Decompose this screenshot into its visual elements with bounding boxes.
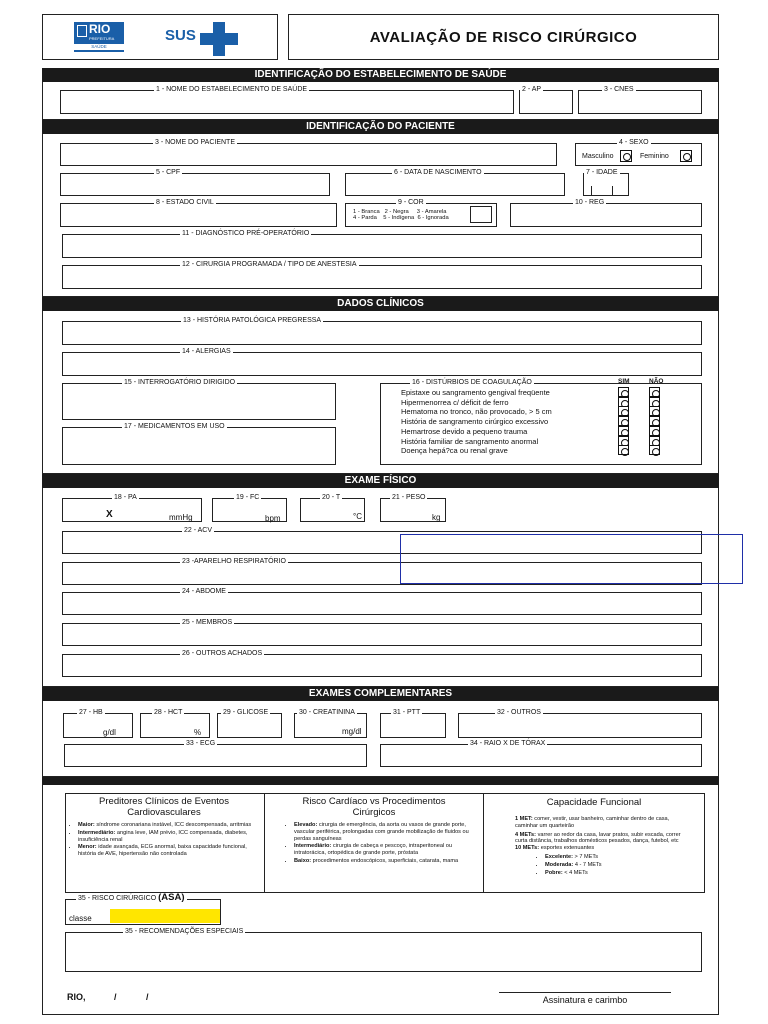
coag-sim-header: SIM <box>618 378 630 385</box>
coag-item-label: Hemartrose devido a pequeno trauma <box>401 426 528 436</box>
coag-item-nao-checkbox[interactable] <box>649 426 660 436</box>
section-paciente: IDENTIFICAÇÃO DO PACIENTE <box>42 120 719 134</box>
coag-item-label: Hematoma no tronco, não provocado, > 5 cm <box>401 407 552 417</box>
hb-unit: g/dl <box>103 728 116 737</box>
abdome-field[interactable] <box>62 592 702 615</box>
signature-line <box>499 992 671 993</box>
cnes-label: 3 - CNES <box>604 86 634 93</box>
peso-unit: kg <box>432 513 441 522</box>
coag-item-nao-checkbox[interactable] <box>649 387 660 397</box>
alergias-field[interactable] <box>62 352 702 376</box>
selection-rectangle[interactable] <box>400 534 743 584</box>
nome-paciente-field[interactable] <box>60 143 557 166</box>
capacidade-funcional-title: Capacidade Funcional <box>546 797 642 808</box>
info-divider-2 <box>483 793 484 893</box>
nome-paciente-label: 3 - NOME DO PACIENTE <box>155 139 235 146</box>
pa-unit: mmHg <box>169 513 193 522</box>
met-10: 10 METs: esportes extenuantes <box>515 845 595 852</box>
coag-item-sim-checkbox[interactable] <box>618 406 629 416</box>
recomendacoes-label: 35 - RECOMENDAÇÕES ESPECIAIS <box>125 928 244 935</box>
sexo-label: 4 - SEXO <box>619 139 649 146</box>
coag-item-label: História familiar de sangramento anormal <box>401 436 539 446</box>
coag-item-nao-checkbox[interactable] <box>649 436 660 446</box>
section-estabelecimento: IDENTIFICAÇÃO DO ESTABELECIMENTO DE SAÚDE <box>42 68 719 82</box>
historia-patologica-label: 13 - HISTÓRIA PATOLÓGICA PREGRESSA <box>183 317 322 324</box>
cnes-field[interactable] <box>578 90 702 114</box>
footer-rio: RIO, <box>67 992 86 1002</box>
diagnostico-field[interactable] <box>62 234 702 258</box>
signature-label: Assinatura e carimbo <box>542 995 628 1005</box>
coag-item-sim-checkbox[interactable] <box>618 445 629 455</box>
risco-cardiaco-title: Risco Cardíaco vs Procedimentos Cirúrgicos <box>302 796 446 818</box>
footer-slash-1: / <box>114 992 117 1002</box>
cpf-field[interactable] <box>60 173 330 196</box>
glicose-label: 29 - GLICOSE <box>223 709 269 716</box>
info-list-item: • Elevado: cirurgia de emergência, da aorta ou vasos de grande porte, vascular periférica, prolongadas com grande mobilização de fluidos ou perdas sanguíneas <box>294 822 480 842</box>
coag-item-label: Epistaxe ou sangramento gengival freqüente <box>401 388 550 397</box>
idade-divider-right <box>612 186 613 195</box>
sus-logo-text: SUS <box>165 27 196 44</box>
rio-logo-text: RIO <box>89 22 111 36</box>
t-unit: °C <box>353 512 362 521</box>
section-info-divider <box>42 777 719 785</box>
rio-logo-icon <box>77 25 87 37</box>
raio-x-label: 34 - RAIO X DE TÓRAX <box>470 740 546 747</box>
creatinina-label: 30 - CREATININA <box>299 709 355 716</box>
rio-logo <box>74 22 124 52</box>
rio-logo-sub: PREFEITURA <box>89 36 115 41</box>
abdome-label: 24 - ABDOME <box>182 588 226 595</box>
section-dados-clinicos: DADOS CLÍNICOS <box>42 297 719 311</box>
interrogatorio-field[interactable] <box>62 383 336 420</box>
risco-cirurgico-label: 35 - RISCO CIRÚRGICO (ASA) <box>78 892 185 903</box>
info-list-item: • Menor: idade avançada, ECG anormal, baixa capacidade funcional, história de AVE, hipertensão não controlada <box>78 844 260 858</box>
info-list-item: • Maior: síndrome coronariana instável, ICC descompensada, arritmias <box>78 822 260 829</box>
sexo-feminino-checkbox[interactable] <box>680 150 692 162</box>
acv-label: 22 - ACV <box>184 527 213 534</box>
capacidade-funcional-column <box>487 796 701 877</box>
info-list-item: • Intermediário: cirurgia de cabeça e pescoço, intraperitoneal ou intratorácica, ortopédica de grande porte, próstata <box>294 843 480 857</box>
coag-item-sim-checkbox[interactable] <box>618 397 629 407</box>
hct-unit: % <box>194 728 202 737</box>
section-exame-fisico: EXAME FÍSICO <box>42 474 719 488</box>
membros-field[interactable] <box>62 623 702 646</box>
coag-nao-header: NÃO <box>649 378 664 385</box>
coagulacao-label: 16 - DISTÚRBIOS DE COAGULAÇÃO <box>412 379 532 386</box>
page-title: AVALIAÇÃO DE RISCO CIRÚRGICO <box>369 29 638 46</box>
coag-item-label: Doença hepá?ca ou renal grave <box>401 446 508 456</box>
interrogatorio-label: 15 - INTERROGATÓRIO DIRIGIDO <box>124 379 236 386</box>
info-list-item: • Excelente: > 7 METs <box>545 854 693 861</box>
alergias-label: 14 - ALERGIAS <box>182 348 231 355</box>
fc-unit: bpm <box>265 514 281 523</box>
nome-estabelecimento-label: 1 - NOME DO ESTABELECIMENTO DE SAÚDE <box>156 86 308 93</box>
info-list-item: • Intermediário: angina leve, IAM prévio, ICC compensada, diabetes, insuficiência renal <box>78 830 260 844</box>
coag-item-nao-checkbox[interactable] <box>649 445 660 455</box>
info-list-item: • Pobre: < 4 METs <box>545 870 693 877</box>
info-divider-1 <box>264 793 265 893</box>
ap-label: 2 - AP <box>522 86 542 93</box>
pa-x: X <box>106 509 113 520</box>
cirurgia-field[interactable] <box>62 265 702 289</box>
coag-item-label: Hipermenorrea c/ déficit de ferro <box>401 397 509 407</box>
preditores-title: Preditores Clínicos de Eventos Cardiovasculares <box>99 796 229 818</box>
idade-label: 7 - IDADE <box>586 169 618 176</box>
classe-highlight[interactable] <box>110 909 220 923</box>
risco-cardiaco-column <box>268 796 480 866</box>
footer-slash-2: / <box>146 992 149 1002</box>
data-nascimento-label: 6 - DATA DE NASCIMENTO <box>394 169 482 176</box>
sexo-masculino-label: Masculino <box>582 153 614 160</box>
coag-item-label: História de sangramento cirúrgico excessivo <box>401 417 549 427</box>
cor-input[interactable] <box>470 206 492 223</box>
coag-item-nao-checkbox[interactable] <box>649 406 660 416</box>
creatinina-unit: mg/dl <box>342 727 362 736</box>
preditores-list <box>78 822 260 858</box>
respiratorio-label: 23 -APARELHO RESPIRATÓRIO <box>182 558 286 565</box>
medicamentos-label: 17 - MEDICAMENTOS EM USO <box>124 423 225 430</box>
fc-label: 19 - FC <box>236 494 260 501</box>
rio-logo-bottom: SAÚDE <box>74 44 124 50</box>
coag-item-nao-checkbox[interactable] <box>649 416 660 426</box>
idade-divider-left <box>591 186 592 195</box>
section-exames-complementares: EXAMES COMPLEMENTARES <box>42 687 719 701</box>
cor-label: 9 - COR <box>398 199 424 206</box>
outros-exames-label: 32 - OUTROS <box>497 709 541 716</box>
coag-item-nao-checkbox[interactable] <box>649 397 660 407</box>
coag-item-sim-checkbox[interactable] <box>618 436 629 446</box>
cor-options-line2: 4 - Parda 5 - Indígena 6 - Ignorada <box>353 215 449 221</box>
cpf-label: 5 - CPF <box>156 169 181 176</box>
hb-label: 27 - HB <box>79 709 103 716</box>
info-list-item: • Baixo: procedimentos endoscópicos, superficiais, catarata, mama <box>294 858 480 865</box>
ecg-label: 33 - ECG <box>186 740 216 747</box>
t-label: 20 - T <box>322 494 341 501</box>
membros-label: 25 - MEMBROS <box>182 619 233 626</box>
sus-cross-icon <box>200 22 238 56</box>
medicamentos-field[interactable] <box>62 427 336 465</box>
cor-options-line1: 1 - Branca 2 - Negra 3 - Amarela <box>353 209 447 215</box>
historia-patologica-field[interactable] <box>62 321 702 345</box>
coag-item-sim-checkbox[interactable] <box>618 416 629 426</box>
sexo-masculino-checkbox[interactable] <box>620 150 632 162</box>
coag-item-sim-checkbox[interactable] <box>618 426 629 436</box>
coag-item-sim-checkbox[interactable] <box>618 387 629 397</box>
recomendacoes-field[interactable] <box>65 932 702 972</box>
outros-achados-field[interactable] <box>62 654 702 677</box>
hct-label: 28 - HCT <box>154 709 183 716</box>
met-1: 1 MET: comer, vestir, usar banheiro, caminhar dentro de casa, caminhar um quarteirão <box>515 816 670 829</box>
pa-label: 18 - PA <box>114 494 137 501</box>
met-4: 4 METs: varrer ao redor da casa, lavar pratos, subir escada, correr curta distância, trabalhos domésticos pesados, dança, futebol, etc <box>515 831 681 845</box>
diagnostico-label: 11 - DIAGNÓSTICO PRÉ-OPERATÓRIO <box>182 230 310 237</box>
classe-label: classe <box>69 914 92 923</box>
cirurgia-label: 12 - CIRURGIA PROGRAMADA / TIPO DE ANESTESIA <box>182 261 357 268</box>
peso-label: 21 - PESO <box>392 494 426 501</box>
reg-label: 10 - REG <box>575 199 605 206</box>
risco-cardiaco-list <box>294 822 480 865</box>
outros-achados-label: 26 - OUTROS ACHADOS <box>182 650 263 657</box>
info-list-item: • Moderada: 4 - 7 METs <box>545 862 693 869</box>
preditores-column <box>68 796 260 859</box>
capacidade-list <box>545 854 693 876</box>
ptt-label: 31 - PTT <box>393 709 421 716</box>
estado-civil-label: 8 - ESTADO CIVIL <box>156 199 214 206</box>
sexo-feminino-label: Feminino <box>640 153 669 160</box>
capacidade-funcional-text <box>487 816 701 876</box>
